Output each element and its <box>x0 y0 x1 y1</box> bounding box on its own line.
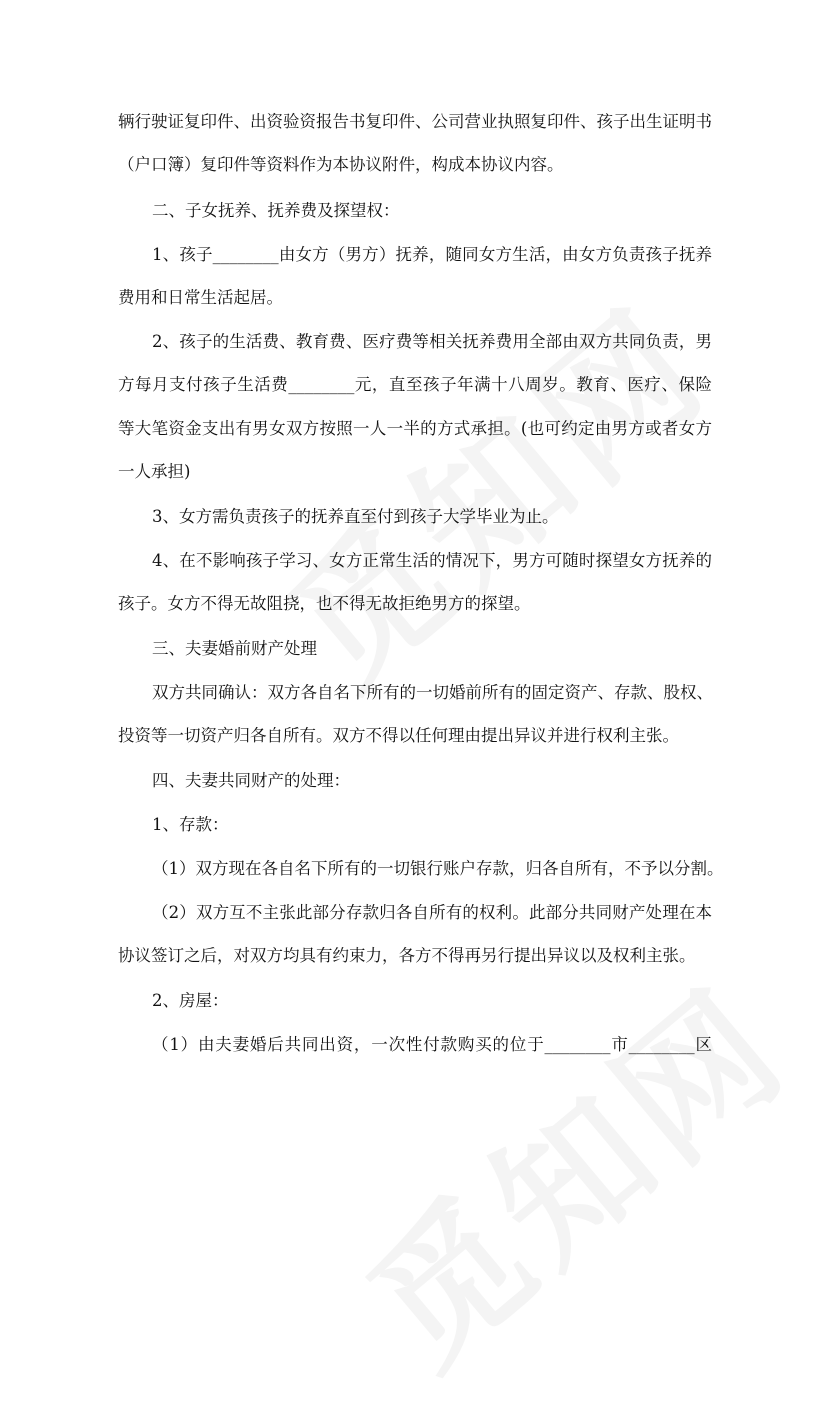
paragraph-line: 孩子。女方不得无故阻挠，也不得无故拒绝男方的探望。 <box>118 594 531 613</box>
paragraph-line: 双方共同确认：双方各自名下所有的一切婚前所有的固定资产、存款、股权、 <box>152 683 713 702</box>
paragraph-line: （2）双方互不主张此部分存款归各自所有的权利。此部分共同财产处理在本 <box>152 903 712 922</box>
section-heading: 四、夫妻共同财产的处理： <box>152 771 350 790</box>
paragraph-line: （1）由夫妻婚后共同出资，一次性付款购买的位于________市________区 <box>152 1035 712 1054</box>
paragraph-line: 协议签订之后，对双方均具有约束力，各方不得再另行提出异议以及权利主张。 <box>118 946 696 965</box>
paragraph-line: 1、孩子________由女方（男方）抚养，随同女方生活，由女方负责孩子抚养 <box>152 245 712 264</box>
subsection-heading: 2、房屋： <box>152 991 229 1010</box>
paragraph-line: （户口簿）复印件等资料作为本协议附件，构成本协议内容。 <box>118 155 564 174</box>
section-heading: 二、子女抚养、抚养费及探望权： <box>152 201 400 220</box>
paragraph-line: 3、女方需负责孩子的抚养直至付到孩子大学毕业为止。 <box>152 507 559 526</box>
section-heading: 三、夫妻婚前财产处理 <box>152 639 317 658</box>
paragraph-line: 方每月支付孩子生活费________元，直至孩子年满十八周岁。教育、医疗、保险 <box>118 375 712 394</box>
paragraph-line: 一人承担) <box>118 462 191 481</box>
subsection-heading: 1、存款： <box>152 815 229 834</box>
paragraph-line: 投资等一切资产归各自所有。双方不得以任何理由提出异议并进行权利主张。 <box>118 726 679 745</box>
paragraph-line: 辆行驶证复印件、出资验资报告书复印件、公司营业执照复印件、孩子出生证明书 <box>118 112 712 131</box>
paragraph-line: （1）双方现在各自名下所有的一切银行账户存款，归各自所有，不予以分割。 <box>152 859 724 878</box>
paragraph-line: 4、在不影响孩子学习、女方正常生活的情况下，男方可随时探望女方抚养的 <box>152 551 712 570</box>
paragraph-line: 等大笔资金支出有男女双方按照一人一半的方式承担。(也可约定由男方或者女方 <box>118 419 712 438</box>
paragraph-line: 费用和日常生活起居。 <box>118 288 283 307</box>
paragraph-line: 2、孩子的生活费、教育费、医疗费等相关抚养费用全部由双方共同负责，男 <box>152 332 712 351</box>
